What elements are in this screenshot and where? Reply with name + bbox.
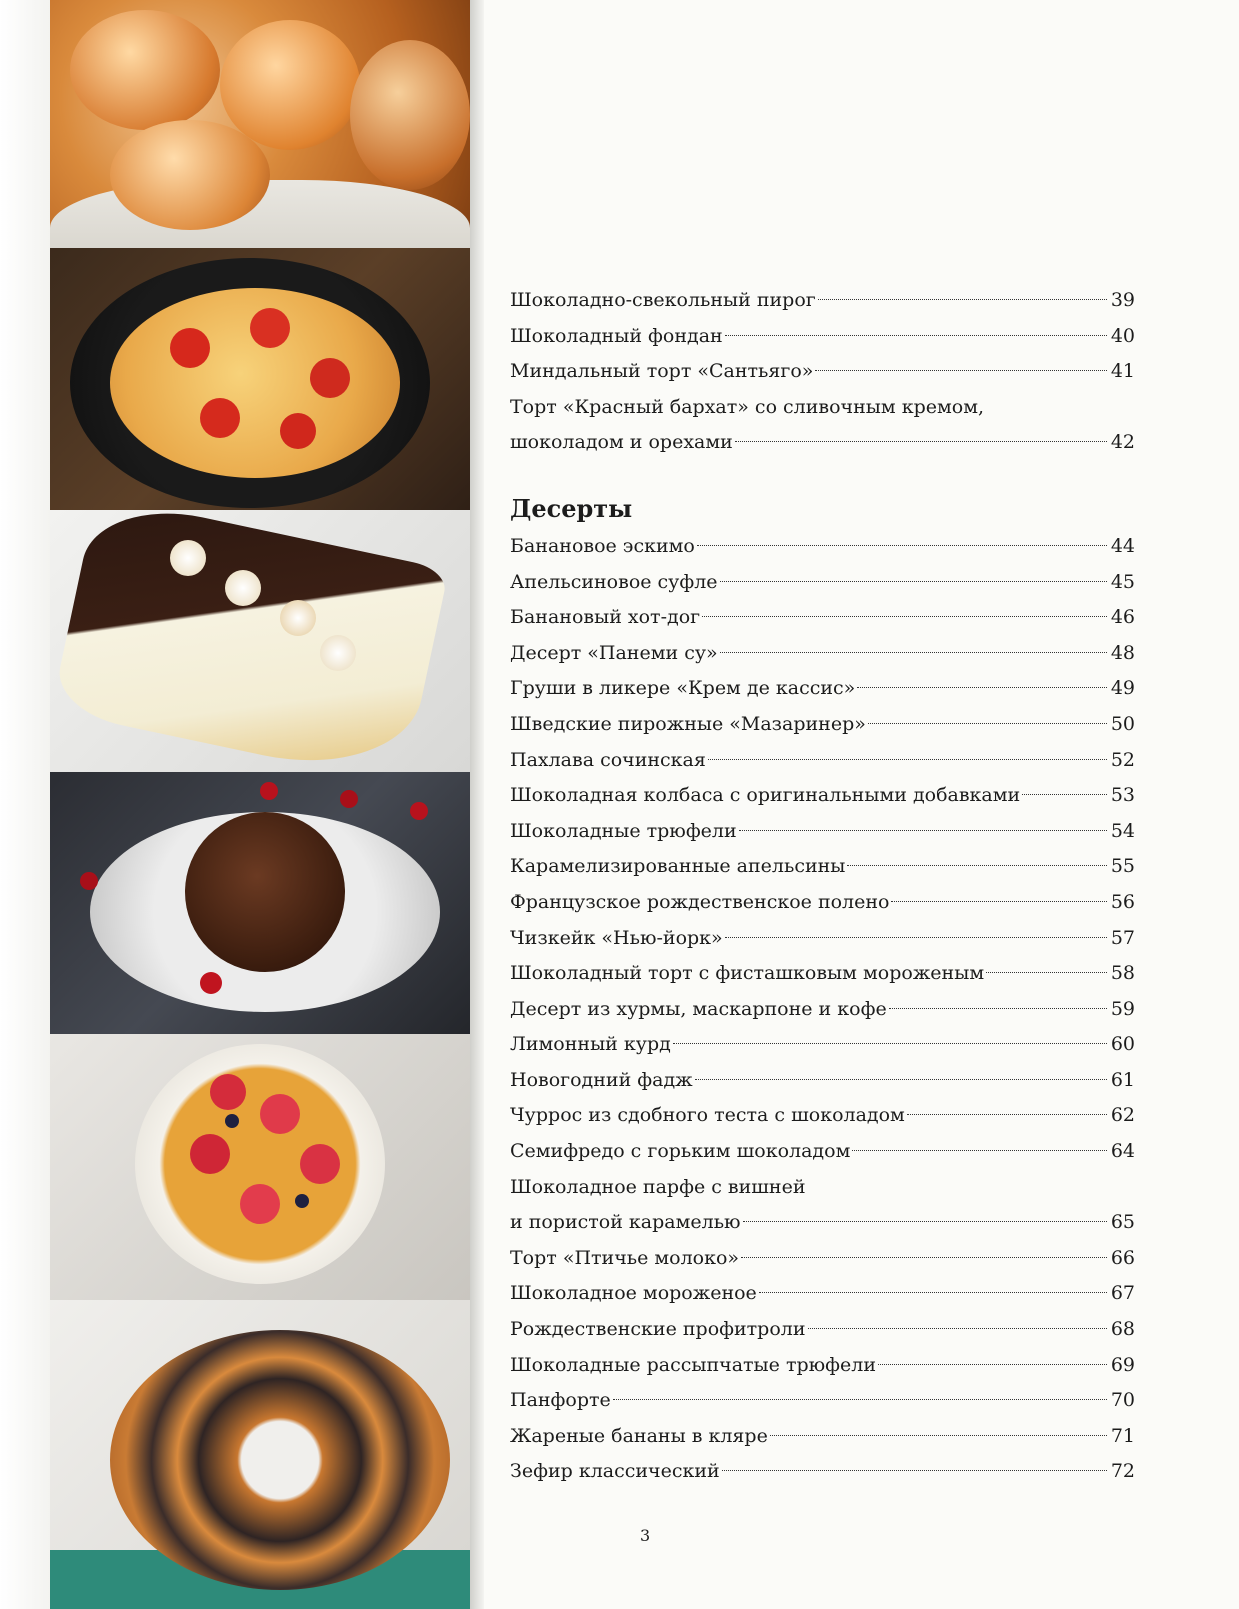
dessert-list xyxy=(510,529,1135,1490)
toc-entry-page: 40 xyxy=(1110,324,1135,347)
toc-entry[interactable] xyxy=(510,1276,1135,1312)
toc-entry[interactable] xyxy=(510,319,1135,355)
toc-entry-title-line1[interactable]: Торт «Красный бархат» со сливочным кремом, xyxy=(510,395,985,418)
toc-entry-page: 42 xyxy=(1110,431,1135,454)
toc-entry-page: 41 xyxy=(1110,360,1135,383)
toc-entry-title: Шоколадный торт с фисташковым мороженым xyxy=(510,962,985,985)
section-heading-desserts: Десерты xyxy=(510,493,633,523)
toc-entry-page: 71 xyxy=(1110,1424,1135,1447)
chocolate-fondant-photo xyxy=(50,772,470,1034)
toc-entry-page: 44 xyxy=(1110,534,1135,557)
toc-entry-title: Семифредо с горьким шоколадом xyxy=(510,1140,851,1163)
toc-entry-page: 52 xyxy=(1110,748,1135,771)
toc-entry-page: 64 xyxy=(1110,1140,1135,1163)
toc-entry-page: 48 xyxy=(1110,641,1135,664)
dot-leader xyxy=(891,901,1106,902)
dot-leader xyxy=(741,1257,1107,1258)
page-number: 3 xyxy=(640,1526,651,1545)
toc-entry-title: Французское рождественское полено xyxy=(510,890,890,913)
dot-leader xyxy=(708,759,1107,760)
toc-entry-page: 60 xyxy=(1110,1033,1135,1056)
toc-entry-title: Шоколадные трюфели xyxy=(510,819,737,842)
toc-entry[interactable] xyxy=(510,1419,1135,1455)
toc-entry-title: Груши в ликере «Крем де кассис» xyxy=(510,677,856,700)
meringue-cake-photo xyxy=(50,510,470,772)
dot-leader xyxy=(702,616,1107,617)
toc-entry[interactable] xyxy=(510,1205,1135,1241)
toc-entry[interactable] xyxy=(510,743,1135,779)
dot-leader xyxy=(725,335,1107,336)
toc-entry[interactable] xyxy=(510,283,1135,319)
toc-entry[interactable] xyxy=(510,529,1135,565)
toc-entry-page: 67 xyxy=(1110,1282,1135,1305)
toc-entry-page: 45 xyxy=(1110,570,1135,593)
dot-leader xyxy=(1022,794,1107,795)
toc-entry-title: Рождественские профитроли xyxy=(510,1318,806,1341)
toc-entry-page: 55 xyxy=(1110,855,1135,878)
toc-entry-title: Жареные бананы в кляре xyxy=(510,1424,768,1447)
toc-entry-title: Шоколадная колбаса с оригинальными добавками xyxy=(510,784,1021,807)
dot-leader xyxy=(907,1114,1107,1115)
dot-leader xyxy=(697,545,1107,546)
toc-entry-page: 65 xyxy=(1110,1211,1135,1234)
dot-leader xyxy=(739,830,1107,831)
pies-photo xyxy=(50,0,470,248)
toc-entry[interactable] xyxy=(510,1348,1135,1384)
dot-leader xyxy=(735,441,1107,442)
toc-entry-page: 39 xyxy=(1110,289,1135,311)
toc-entry[interactable] xyxy=(510,425,1135,461)
dot-leader xyxy=(720,652,1107,653)
toc-entry[interactable] xyxy=(510,921,1135,957)
dot-leader xyxy=(868,723,1107,724)
toc-entry-page: 62 xyxy=(1110,1104,1135,1127)
toc-entry-page: 66 xyxy=(1110,1246,1135,1269)
toc-entry-title: Карамелизированные апельсины xyxy=(510,855,846,878)
toc-entry-title: Пахлава сочинская xyxy=(510,748,706,771)
toc-entry[interactable] xyxy=(510,956,1135,992)
toc-entry-page: 53 xyxy=(1110,784,1135,807)
toc-entry-title: Чуррос из сдобного теста с шоколадом xyxy=(510,1104,905,1127)
toc-entry-title: Шоколадно-свекольный пирог xyxy=(510,289,816,311)
dot-leader xyxy=(889,1008,1107,1009)
poppy-seed-braid-photo xyxy=(50,1300,470,1609)
toc-entry-title: Десерт «Панеми су» xyxy=(510,641,718,664)
toc-entry-page: 49 xyxy=(1110,677,1135,700)
toc-entry[interactable] xyxy=(510,565,1135,601)
toc-entry-title: Шоколадное мороженое xyxy=(510,1282,757,1305)
toc-entry[interactable] xyxy=(510,1098,1135,1134)
dot-leader xyxy=(613,1399,1107,1400)
toc-entry[interactable] xyxy=(510,1383,1135,1419)
dot-leader xyxy=(720,581,1107,582)
toc-entry-title: шоколадом и орехами xyxy=(510,431,733,454)
toc-entry-page: 68 xyxy=(1110,1318,1135,1341)
dot-leader xyxy=(770,1435,1107,1436)
table-of-contents xyxy=(510,283,1135,1490)
dot-leader xyxy=(725,937,1107,938)
dot-leader xyxy=(673,1043,1107,1044)
toc-entry[interactable] xyxy=(510,1241,1135,1277)
toc-entry-title: Банановый хот-дог xyxy=(510,606,701,629)
toc-entry-title: Банановое эскимо xyxy=(510,534,695,557)
toc-entry[interactable] xyxy=(510,814,1135,850)
dot-leader xyxy=(878,1364,1107,1365)
toc-entry[interactable] xyxy=(510,1312,1135,1348)
dot-leader xyxy=(986,972,1107,973)
toc-entry[interactable] xyxy=(510,778,1135,814)
toc-entry-page: 72 xyxy=(1110,1460,1135,1483)
toc-entry-title: Апельсиновое суфле xyxy=(510,570,718,593)
toc-entry[interactable] xyxy=(510,1454,1135,1490)
toc-entry-title: Чизкейк «Нью-йорк» xyxy=(510,926,723,949)
dot-leader xyxy=(852,1150,1106,1151)
toc-entry-title: Новогодний фадж xyxy=(510,1068,693,1091)
dot-leader xyxy=(818,299,1107,300)
toc-entry-page: 70 xyxy=(1110,1389,1135,1412)
toc-entry-title: Торт «Птичье молоко» xyxy=(510,1246,740,1269)
toc-entry-page: 56 xyxy=(1110,890,1135,913)
toc-entry-page: 58 xyxy=(1110,962,1135,985)
toc-entry[interactable] xyxy=(510,600,1135,636)
creme-brulee-berries-photo xyxy=(50,1034,470,1300)
toc-entry-page: 54 xyxy=(1110,819,1135,842)
toc-entry-title: Зефир классический xyxy=(510,1460,720,1483)
dot-leader xyxy=(857,687,1107,688)
toc-entry[interactable] xyxy=(510,671,1135,707)
toc-entry-page: 59 xyxy=(1110,997,1135,1020)
page-margin xyxy=(0,0,50,1609)
dot-leader xyxy=(847,865,1106,866)
toc-entry[interactable] xyxy=(510,354,1135,390)
toc-entry-title: Лимонный курд xyxy=(510,1033,671,1056)
toc-entry[interactable] xyxy=(510,849,1135,885)
dot-leader xyxy=(808,1328,1107,1329)
toc-entry-page: 50 xyxy=(1110,712,1135,735)
toc-entry[interactable] xyxy=(510,707,1135,743)
toc-entry[interactable] xyxy=(510,992,1135,1028)
toc-entry-title: Шведские пирожные «Мазаринер» xyxy=(510,712,866,735)
toc-entry-title: и пористой карамелью xyxy=(510,1211,741,1234)
toc-entry[interactable] xyxy=(510,1027,1135,1063)
toc-entry-title: Шоколадный фондан xyxy=(510,324,723,347)
dot-leader xyxy=(815,370,1106,371)
toc-entry-title: Миндальный торт «Сантьяго» xyxy=(510,360,814,383)
toc-entry-page: 61 xyxy=(1110,1068,1135,1091)
dot-leader xyxy=(722,1470,1107,1471)
toc-entry-title-line1[interactable]: Шоколадное парфе с вишней xyxy=(510,1175,806,1198)
toc-entry[interactable] xyxy=(510,885,1135,921)
toc-entry-page: 69 xyxy=(1110,1353,1135,1376)
toc-entry-page: 46 xyxy=(1110,606,1135,629)
dot-leader xyxy=(695,1079,1107,1080)
toc-entry[interactable] xyxy=(510,1134,1135,1170)
book-spine xyxy=(470,0,484,1609)
dot-leader xyxy=(759,1292,1107,1293)
toc-entry-title: Шоколадные рассыпчатые трюфели xyxy=(510,1353,877,1376)
toc-entry[interactable] xyxy=(510,1063,1135,1099)
photo-strip xyxy=(50,0,470,1609)
toc-entry-title: Панфорте xyxy=(510,1389,611,1412)
toc-entry-title: Десерт из хурмы, маскарпоне и кофе xyxy=(510,997,887,1020)
toc-entry-page: 57 xyxy=(1110,926,1135,949)
omelette-pan-photo xyxy=(50,248,470,510)
toc-entry[interactable] xyxy=(510,636,1135,672)
dot-leader xyxy=(743,1221,1107,1222)
